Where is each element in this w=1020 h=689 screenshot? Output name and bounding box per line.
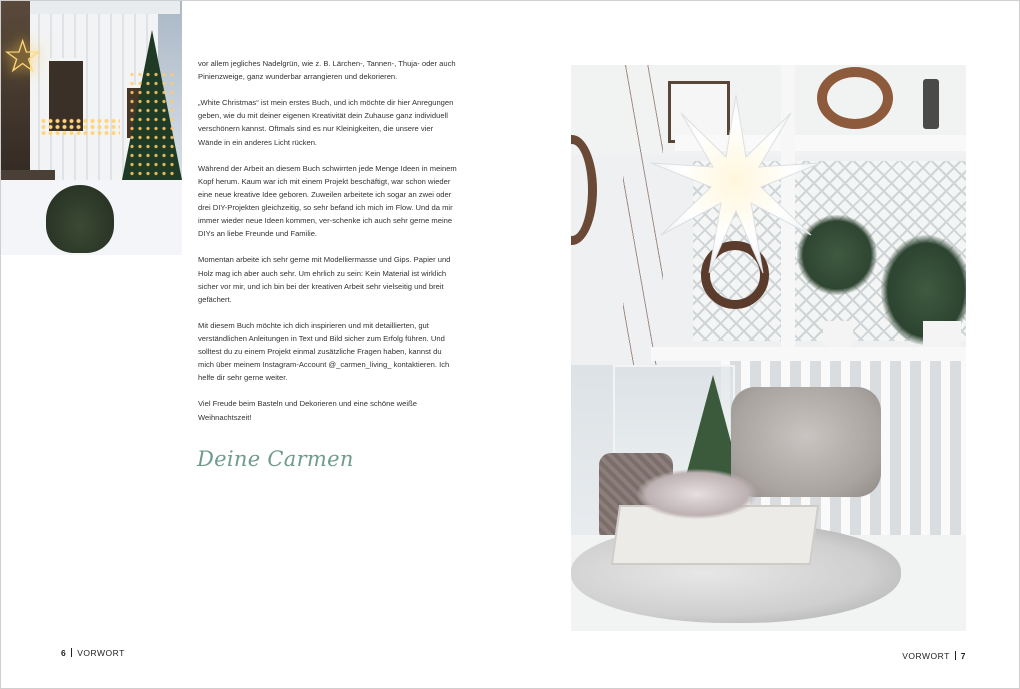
separator	[71, 648, 72, 657]
paper-star-icon	[651, 95, 821, 275]
string-lights	[40, 118, 120, 136]
paragraph: Momentan arbeite ich sehr gerne mit Modelliermasse und Gips. Papier und Holz mag ich aber auch sehr. Um ehrlich zu sein: Kein Material ist wirklich sicher vor mir, und ich bin bei der kreativen Arbeit sehr vielseitig und breit gefächert.	[198, 255, 451, 304]
page-number: 6	[61, 648, 67, 658]
signature: Deine Carmen	[197, 447, 354, 471]
heather-plants	[637, 469, 757, 519]
paragraph: Viel Freude beim Basteln und Dekorieren und eine schöne weiße Weihnachtszeit!	[198, 399, 417, 422]
wreath	[817, 67, 893, 129]
footer-right	[902, 651, 966, 661]
tree-lights	[128, 70, 178, 180]
paragraph: Mit diesem Buch möchte ich dich inspirieren und mit detaillierten, gut verständlichen Anleitungen in Text und Bild sicher zum Erfolg führen. Und solltest du zu einem Projekt einmal zusätzliche Fragen haben, kannst du mich über meinem Instagram-Account @_carmen_living_ kontaktieren. Ich helfe dir sehr gerne weiter.	[198, 320, 450, 383]
photo-snowy-house	[0, 0, 182, 255]
lantern	[923, 79, 939, 129]
porch-rail	[651, 347, 966, 361]
foreword-text	[198, 57, 458, 437]
lit-star-icon: ☆	[2, 30, 44, 82]
plant-pot	[823, 321, 853, 347]
photo-winter-porch	[571, 65, 966, 631]
snowy-bush	[46, 185, 114, 253]
footer-left	[61, 648, 125, 658]
page-number: 7	[960, 651, 966, 661]
fur-pillow	[731, 387, 881, 497]
paragraph: „White Christmas“ ist mein erstes Buch, und ich möchte dir hier Anregungen geben, wie du mit deiner eigenen Kreativität dein Zuhause ganz individuell verschönern kannst. Oftmals sind es nur Kleinigkeiten, die unsere vier Wände in ein anderes Licht rücken.	[198, 98, 454, 147]
roofline	[20, 0, 180, 14]
paragraph: vor allem jegliches Nadelgrün, wie z. B. Lärchen-, Tannen-, Thuja- oder auch Pinienzweige, ganz wunderbar arrangieren und dekorieren.	[198, 59, 456, 82]
paragraph: Während der Arbeit an diesem Buch schwirrten jede Menge Ideen in meinem Kopf herum. Kaum war ich mit einem Projekt beschäftigt, war schon wieder eine neue kreative Idee geboren. Zuweilen arbeitete ich sogar an zwei oder drei DIY-Projekten gleichzeitig, so sehr befand ich mich im Flow. Und da mir immer wieder neue Ideen kommen, ver-schenke ich auch sehr gerne meine DIYs an liebe Freunde und Familie.	[198, 163, 457, 239]
separator	[955, 651, 956, 660]
section-label: VORWORT	[902, 651, 950, 661]
section-label: VORWORT	[77, 648, 125, 658]
